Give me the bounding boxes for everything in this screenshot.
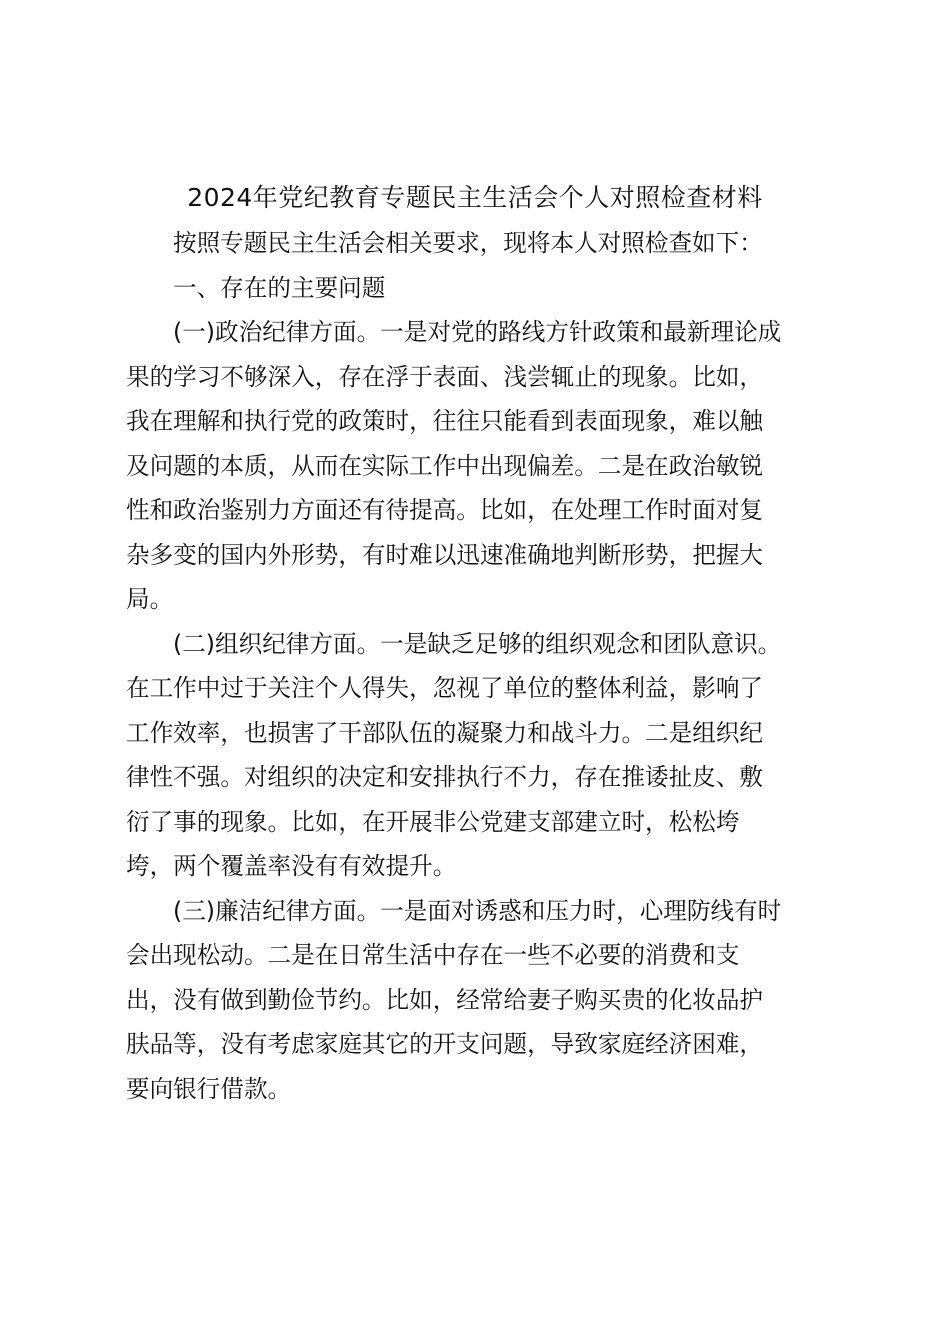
- document-title: 2024年党纪教育专题民主生活会个人对照检查材料: [187, 183, 763, 212]
- text-line: 律性不强。对组织的决定和安排执行不力，存在推诿扯皮、敷: [126, 763, 764, 791]
- document-body: [126, 221, 831, 1111]
- text-line: 性和政治鉴别力方面还有待提高。比如，在处理工作时面对复: [126, 496, 764, 524]
- text-line: 工作效率，也损害了干部队伍的凝聚力和战斗力。二是组织纪: [126, 718, 764, 747]
- text-line: 在工作中过于关注个人得失，忽视了单位的整体利益，影响了: [126, 674, 764, 702]
- text-line: 我在理解和执行党的政策时，往往只能看到表面现象，难以触: [126, 407, 764, 435]
- text-line: 局。: [126, 585, 174, 613]
- organizational-discipline-paragraph: [126, 622, 831, 889]
- text-line: 按照专题民主生活会相关要求，现将本人对照检查如下：: [173, 229, 763, 257]
- text-line: 一、存在的主要问题: [173, 273, 386, 302]
- political-discipline-paragraph: [126, 310, 831, 622]
- text-line: 果的学习不够深入，存在浮于表面、浅尝辄止的现象。比如，: [126, 362, 764, 391]
- text-line: 出，没有做到勤俭节约。比如，经常给妻子购买贵的化妆品护: [126, 985, 764, 1014]
- text-line: 衍了事的现象。比如，在开展非公党建支部建立时，松松垮: [126, 807, 740, 836]
- text-line: 会出现松动。二是在日常生活中存在一些不必要的消费和支: [126, 941, 740, 969]
- text-line: 垮，两个覆盖率没有有效提升。: [126, 852, 457, 880]
- integrity-discipline-paragraph: [126, 889, 831, 1112]
- text-line: (三)廉洁纪律方面。一是面对诱惑和压力时，心理防线有时: [173, 896, 782, 925]
- text-line: (二)组织纪律方面。一是缺乏足够的组织观念和团队意识。: [173, 629, 782, 658]
- text-line: 肤品等，没有考虑家庭其它的开支问题，导致家庭经济困难，: [126, 1030, 764, 1058]
- section-heading: [126, 266, 831, 311]
- text-line: 要向银行借款。: [126, 1074, 292, 1103]
- text-line: 杂多变的国内外形势，有时难以迅速准确地判断形势，把握大: [126, 540, 764, 569]
- text-line: 及问题的本质，从而在实际工作中出现偏差。二是在政治敏锐: [126, 451, 764, 480]
- text-line: (一)政治纪律方面。一是对党的路线方针政策和最新理论成: [173, 318, 782, 346]
- intro-paragraph: [126, 221, 831, 266]
